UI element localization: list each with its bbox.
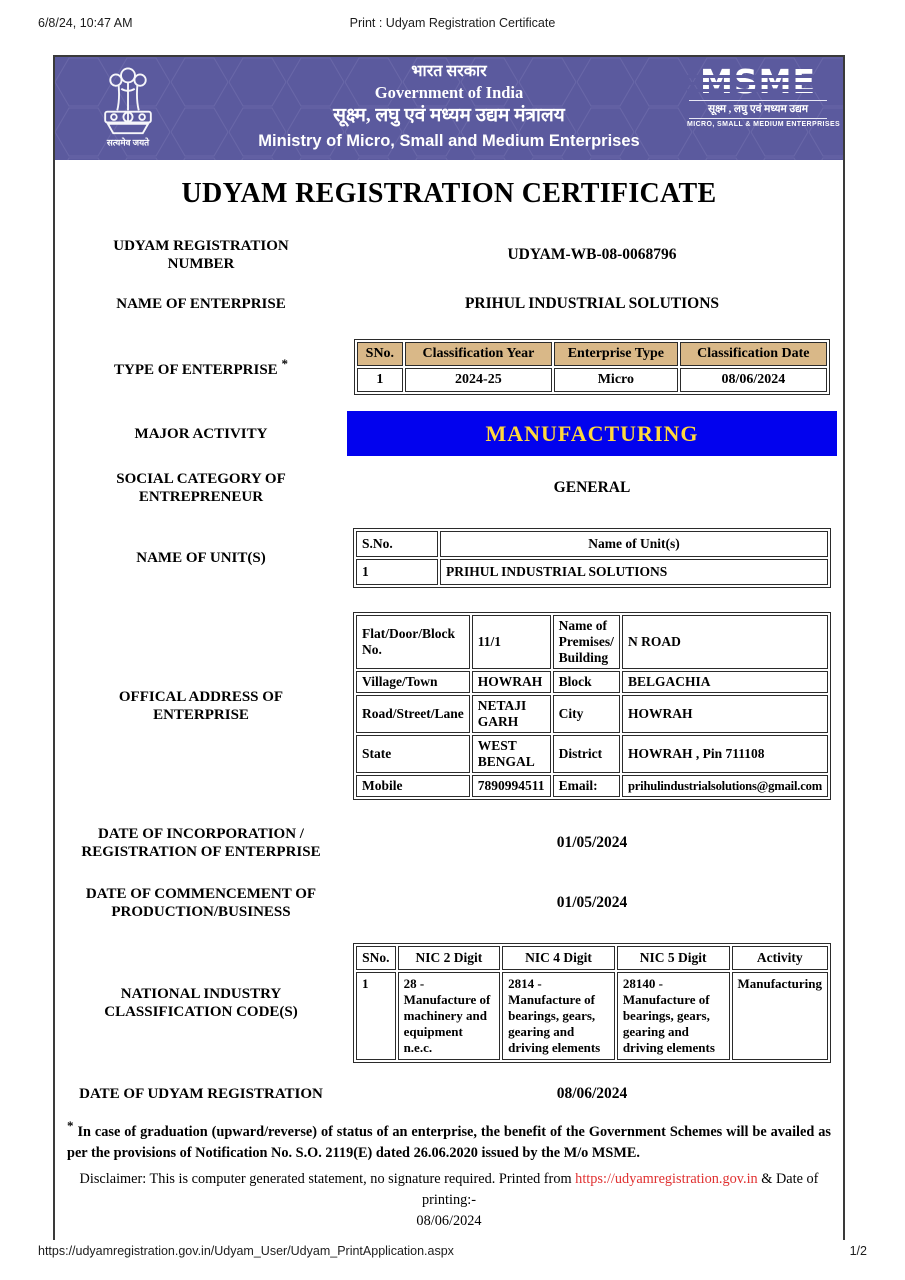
ministry-banner (55, 57, 843, 160)
social-category-label: SOCIAL CATEGORY OF ENTREPRENEUR (116, 471, 286, 505)
ministry-title-hindi: सूक्ष्म, लघु एवं मध्यम उद्यम मंत्रालय (333, 105, 565, 126)
address-field-label: Village/Town (356, 671, 470, 693)
table-row (356, 735, 828, 773)
address-field-value: 7890994511 (472, 775, 551, 797)
table-row (356, 559, 828, 585)
registration-number-value: UDYAM-WB-08-0068796 (507, 246, 677, 263)
address-field-value: 11/1 (472, 615, 551, 669)
print-footer (38, 1244, 867, 1258)
units-table (353, 528, 831, 588)
address-field-value: HOWRAH , Pin 711108 (622, 735, 828, 773)
commencement-date-value: 01/05/2024 (556, 894, 628, 911)
table-cell: 1 (357, 368, 403, 392)
address-field-label: State (356, 735, 470, 773)
row-udyam-registration-date (55, 1085, 843, 1103)
column-header: S.No. (356, 531, 438, 557)
certificate-page (53, 55, 845, 1240)
social-category-value: GENERAL (553, 479, 631, 496)
column-header: NIC 4 Digit (502, 946, 615, 970)
address-field-value: prihulindustrialsolutions@gmail.com (622, 775, 828, 797)
column-header: SNo. (357, 342, 403, 366)
column-header: Name of Unit(s) (440, 531, 828, 557)
table-header-row (357, 342, 827, 366)
asterisk-marker: * (281, 356, 288, 371)
udyam-registration-link[interactable]: https://udyamregistration.gov.in (575, 1170, 758, 1187)
row-incorporation-date (55, 825, 843, 861)
column-header: Enterprise Type (554, 342, 678, 366)
address-field-label: Block (553, 671, 620, 693)
registration-number-label: UDYAM REGISTRATION NUMBER (113, 238, 289, 272)
row-registration-number (55, 237, 843, 273)
address-field-value: HOWRAH (622, 695, 828, 733)
msme-divider (689, 118, 827, 119)
enterprise-name-value: PRIHUL INDUSTRIAL SOLUTIONS (464, 295, 720, 312)
table-header-row (356, 531, 828, 557)
address-field-label: Mobile (356, 775, 470, 797)
msme-logo-stripe (687, 89, 829, 92)
official-address-table (353, 612, 831, 800)
graduation-footnote-text: In case of graduation (upward/reverse) of status of an enterprise, the benefit of the Government Schemes will be availed as per the provisions of Notification No. S.O. 2119(E) dated 26.06.2020 issued by the M/o MSME. (67, 1123, 831, 1161)
ministry-title-english: Ministry of Micro, Small and Medium Enterprises (258, 132, 640, 150)
table-cell: 2814 - Manufacture of bearings, gears, gearing and driving elements (502, 972, 615, 1060)
address-field-label: Email: (553, 775, 620, 797)
row-enterprise-name (55, 295, 843, 313)
address-field-value: HOWRAH (472, 671, 551, 693)
disclaimer-suffix: & Date of printing:- (421, 1170, 819, 1208)
msme-logo-stripe (687, 75, 829, 78)
nic-codes-label: NATIONAL INDUSTRY CLASSIFICATION CODE(S) (104, 986, 298, 1020)
address-field-value: BELGACHIA (622, 671, 828, 693)
banner-titles (189, 62, 709, 154)
table-cell: 2024-25 (405, 368, 552, 392)
msme-logo-stripe (687, 82, 829, 85)
table-row (356, 775, 828, 797)
table-cell: 1 (356, 559, 438, 585)
msme-logo (687, 65, 841, 130)
row-enterprise-type (55, 339, 843, 395)
row-social-category (55, 470, 843, 506)
row-units (55, 528, 843, 588)
incorporation-date-label: DATE OF INCORPORATION / REGISTRATION OF ENTERPRISE (81, 826, 321, 860)
enterprise-type-label-text: TYPE OF ENTERPRISE (114, 362, 278, 378)
address-field-label: Name of Premises/ Building (553, 615, 620, 669)
msme-caption-english: MICRO, SMALL & MEDIUM ENTERPRISES (687, 121, 841, 128)
address-field-value: N ROAD (622, 615, 828, 669)
table-cell: Manufacturing (732, 972, 829, 1060)
column-header: Activity (732, 946, 829, 970)
print-footer-url: https://udyamregistration.gov.in/Udyam_User/Udyam_PrintApplication.aspx (38, 1244, 454, 1258)
enterprise-type-label (55, 339, 347, 395)
address-field-label: Road/Street/Lane (356, 695, 470, 733)
govt-title-english: Government of India (374, 83, 524, 102)
govt-title-hindi: भारत सरकार (411, 63, 487, 80)
column-header: NIC 2 Digit (398, 946, 501, 970)
msme-caption-hindi: सूक्ष्म , लघु एवं मध्यम उद्यम (707, 104, 808, 115)
national-emblem-icon (85, 62, 171, 156)
units-label: NAME OF UNIT(S) (136, 550, 266, 566)
table-cell: 28140 - Manufacture of bearings, gears, gearing and driving elements (617, 972, 730, 1060)
udyam-registration-date-label: DATE OF UDYAM REGISTRATION (79, 1086, 323, 1102)
table-cell: 1 (356, 972, 396, 1060)
certificate-title: UDYAM REGISTRATION CERTIFICATE (181, 178, 717, 209)
nic-codes-table (353, 943, 831, 1063)
print-page-number: 1/2 (849, 1244, 867, 1258)
table-row (356, 695, 828, 733)
row-nic-codes (55, 943, 843, 1063)
emblem-motto: सत्यमेव जयते (106, 137, 150, 148)
udyam-registration-date-value: 08/06/2024 (556, 1085, 628, 1102)
column-header: SNo. (356, 946, 396, 970)
table-cell: 28 - Manufacture of machinery and equipment n.e.c. (398, 972, 501, 1060)
disclaimer-text: Disclaimer: This is computer generated statement, no signature required. Printed from (79, 1170, 576, 1187)
table-row (356, 671, 828, 693)
row-commencement-date (55, 885, 843, 921)
column-header: Classification Date (680, 342, 827, 366)
table-row (357, 368, 827, 392)
table-cell: Micro (554, 368, 678, 392)
print-header (38, 16, 867, 32)
address-field-value: WEST BENGAL (472, 735, 551, 773)
incorporation-date-value: 01/05/2024 (556, 834, 628, 851)
msme-logo-word (687, 65, 829, 99)
table-cell: 08/06/2024 (680, 368, 827, 392)
major-activity-label: MAJOR ACTIVITY (134, 425, 268, 442)
enterprise-name-label: NAME OF ENTERPRISE (116, 296, 286, 312)
commencement-date-label: DATE OF COMMENCEMENT OF PRODUCTION/BUSINESS (85, 886, 317, 920)
table-row (356, 972, 828, 1060)
table-cell: PRIHUL INDUSTRIAL SOLUTIONS (440, 559, 828, 585)
address-field-label: District (553, 735, 620, 773)
asterisk-marker: * (67, 1118, 74, 1133)
column-header: NIC 5 Digit (617, 946, 730, 970)
table-header-row (356, 946, 828, 970)
graduation-footnote (67, 1115, 831, 1164)
major-activity-banner: MANUFACTURING (347, 411, 837, 456)
enterprise-type-table (354, 339, 830, 395)
print-doc-title: Print : Udyam Registration Certificate (349, 16, 556, 30)
row-official-address (55, 612, 843, 800)
print-datetime: 6/8/24, 10:47 AM (38, 16, 133, 30)
column-header: Classification Year (405, 342, 552, 366)
row-major-activity (55, 411, 843, 456)
table-row (356, 615, 828, 669)
printing-date: 08/06/2024 (416, 1212, 482, 1229)
address-field-label: City (553, 695, 620, 733)
address-field-value: NETAJI GARH (472, 695, 551, 733)
official-address-label: OFFICAL ADDRESS OF ENTERPRISE (118, 689, 284, 723)
disclaimer (63, 1169, 835, 1232)
address-field-label: Flat/Door/Block No. (356, 615, 470, 669)
